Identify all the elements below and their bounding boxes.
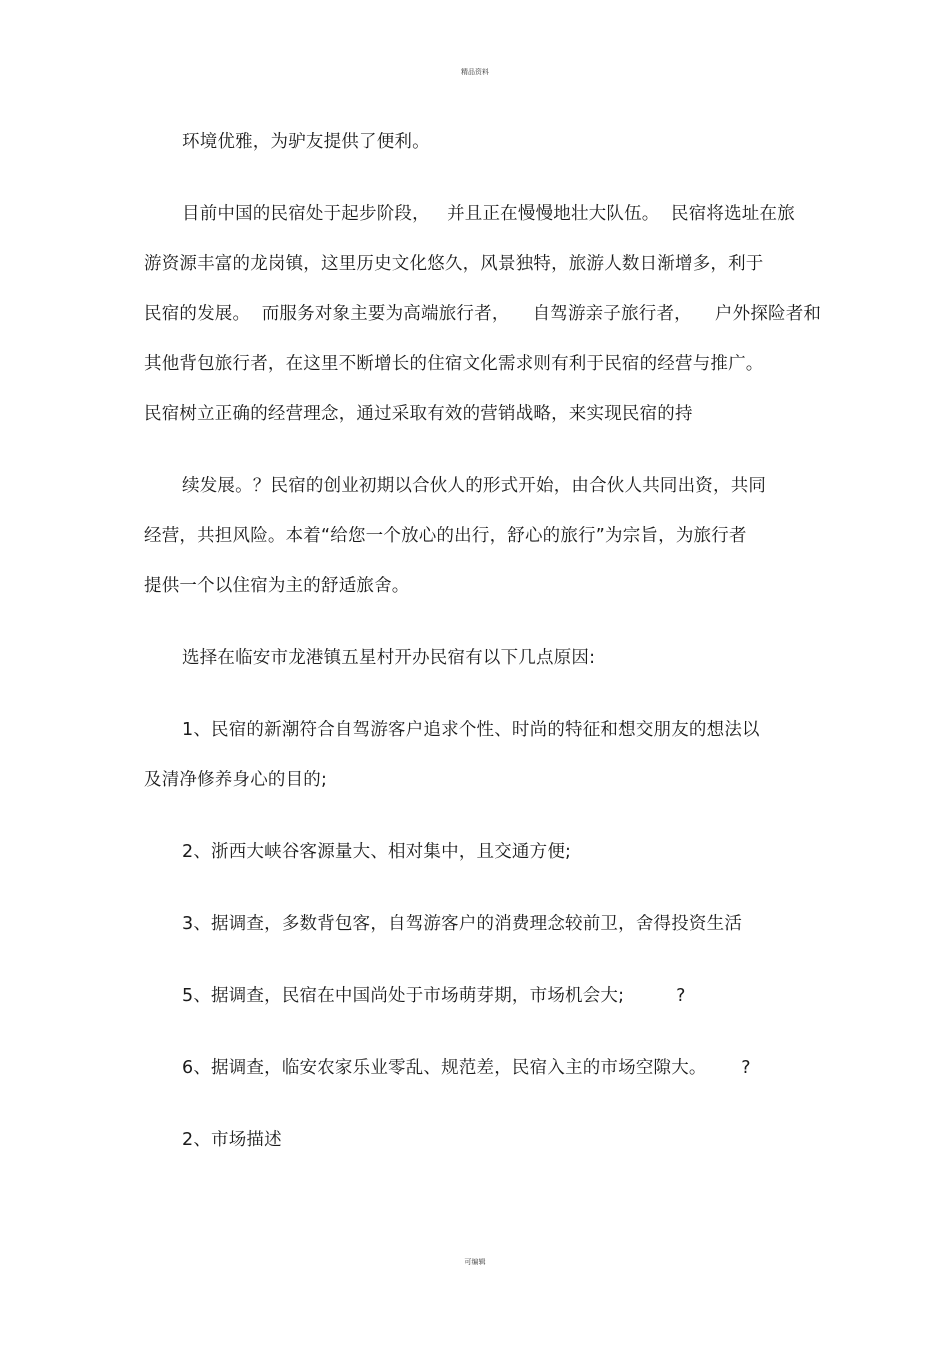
text-line-15: 5、据调查，民宿在中国尚处于市场萌芽期，市场机会大; ?: [182, 986, 686, 1006]
text-line-2: 目前中国的民宿处于起步阶段， 并且正在慢慢地壮大队伍。 民宿将选址在旅: [182, 204, 795, 224]
header-note: 精品资料: [461, 68, 489, 76]
section-heading: 2、市场描述: [182, 1130, 282, 1150]
text-line-4: 民宿的发展。 而服务对象主要为高端旅行者， 自驾游亲子旅行者， 户外探险者和: [144, 304, 822, 324]
text-line-1: 环境优雅，为驴友提供了便利。: [182, 132, 430, 152]
footer-note: 可编辑: [464, 1258, 486, 1266]
text-line-13: 2、浙西大峡谷客源量大、相对集中，且交通方便;: [182, 842, 572, 862]
text-line-5: 其他背包旅行者，在这里不断增长的住宿文化需求则有利于民宿的经营与推广。: [144, 354, 764, 374]
text-line-12: 及清净修养身心的目的;: [144, 770, 328, 790]
text-line-11: 1、民宿的新潮符合自驾游客户追求个性、时尚的特征和想交朋友的想法以: [182, 720, 760, 740]
text-line-7: 续发展。？民宿的创业初期以合伙人的形式开始，由合伙人共同出资，共同: [182, 476, 767, 496]
text-line-10: 选择在临安市龙港镇五星村开办民宿有以下几点原因:: [182, 648, 596, 668]
text-line-8: 经营，共担风险。本着“给您一个放心的出行，舒心的旅行”为宗旨，为旅行者: [144, 526, 747, 546]
text-line-6: 民宿树立正确的经营理念，通过采取有效的营销战略，来实现民宿的持: [144, 404, 693, 424]
text-line-16: 6、据调查，临安农家乐业零乱、规范差，民宿入主的市场空隙大。 ?: [182, 1058, 751, 1078]
text-line-14: 3、据调查，多数背包客，自驾游客户的消费理念较前卫，舍得投资生活: [182, 914, 743, 934]
text-line-9: 提供一个以住宿为主的舒适旅舍。: [144, 576, 410, 596]
text-line-3: 游资源丰富的龙岗镇，这里历史文化悠久，风景独特，旅游人数日渐增多，利于: [144, 254, 764, 274]
